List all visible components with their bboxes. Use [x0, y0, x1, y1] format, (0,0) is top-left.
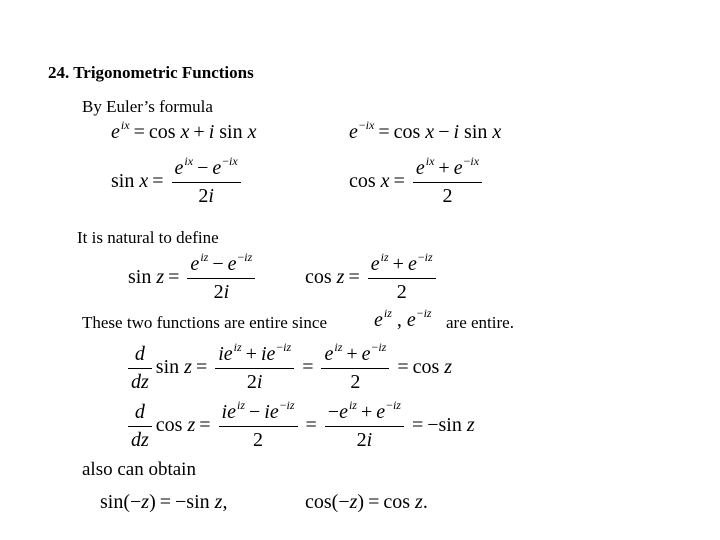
sin-odd-identity: sin(−z) = −sin z,	[100, 491, 228, 513]
sin-z-formula: sin z = $\frac{e^{iz} - e^{-iz}}{2i}$	[128, 254, 259, 303]
cos-z-formula: cos z = $\frac{e^{iz} + e^{-iz}}{2}$	[305, 254, 440, 303]
obtain-text: also can obtain	[82, 459, 196, 480]
sin-x-formula: sin x = $\frac{e^{ix} - e^{-ix}}{2i}$	[111, 158, 245, 207]
derivative-sin-formula: $\frac{d}{dz}$ sin z = $\frac{ie^{iz} + ie^{-iz}}{2i}$ = $\frac{e^{iz} + e^{-iz}}{2}$ = cos z	[128, 344, 452, 393]
entire-text-after: are entire.	[446, 313, 514, 332]
derivative-cos-formula: $\frac{d}{dz}$ cos z = $\frac{ie^{iz} - ie^{-iz}}{2}$ = $\frac{-e^{iz} + e^{-iz}}{2i}$ = −sin z	[128, 402, 475, 451]
cos-even-identity: cos(−z) = cos z.	[305, 491, 428, 513]
euler-formula-positive: $e^{ix} = \cos x + i$ sin x	[111, 118, 257, 143]
intro-text: By Euler’s formula	[82, 97, 213, 116]
define-text: It is natural to define	[77, 228, 219, 247]
entire-text-before: These two functions are entire since	[82, 313, 327, 332]
exponentials-expression: $e^{iz}$ , $e^{-iz}$	[374, 306, 432, 331]
euler-formula-negative: $e^{-ix} = \cos x - i$ sin x	[349, 118, 502, 143]
cos-x-formula: cos x = $\frac{e^{ix} + e^{-ix}}{2}$	[349, 158, 486, 207]
section-heading: 24. Trigonometric Functions	[48, 63, 254, 82]
